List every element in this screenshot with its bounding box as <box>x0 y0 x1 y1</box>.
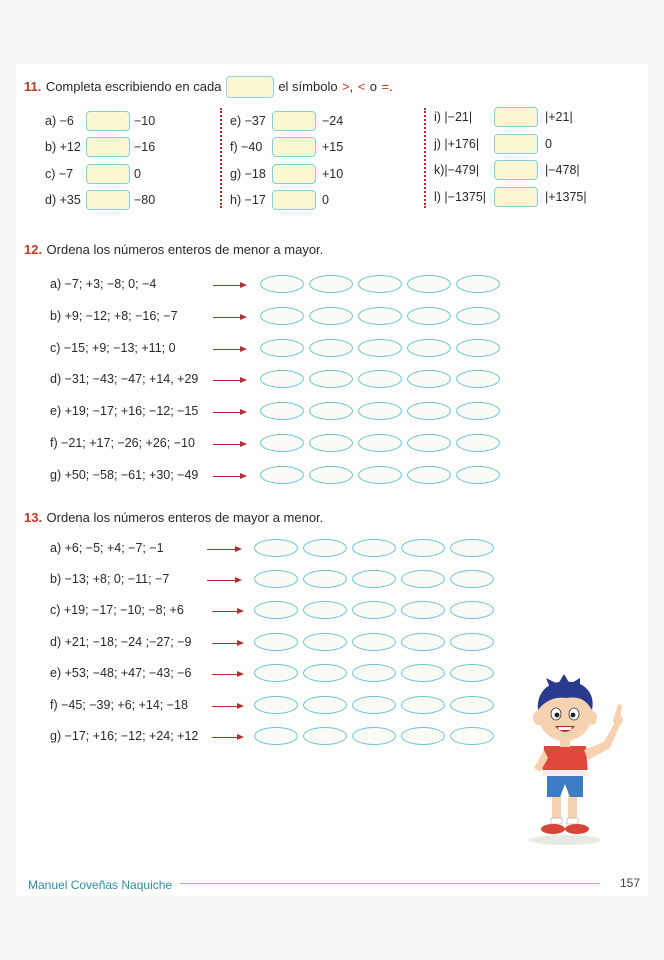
q13-e-oval-4[interactable] <box>401 664 445 682</box>
q11-a-answer-box[interactable] <box>86 111 130 131</box>
q13-a-oval-2[interactable] <box>303 539 347 557</box>
q13-row-d-label: d) +21; −18; −24 ;−27; −9 <box>50 635 192 649</box>
q12-d-oval-3[interactable] <box>358 370 402 388</box>
q11-e-right: −24 <box>322 114 344 128</box>
q12-b-oval-4[interactable] <box>407 307 451 325</box>
q11-c-right: 0 <box>134 167 141 181</box>
q11-l-answer-box[interactable] <box>494 187 538 207</box>
q12-a-oval-3[interactable] <box>358 275 402 293</box>
q11-d-right: −80 <box>134 193 156 207</box>
q12-e-oval-1[interactable] <box>260 402 304 420</box>
q13-b-oval-3[interactable] <box>352 570 396 588</box>
cartoon-boy-illustration <box>520 672 630 847</box>
q13-row-b-label: b) −13; +8; 0; −11; −7 <box>50 572 170 586</box>
q12-f-oval-3[interactable] <box>358 434 402 452</box>
arrow-icon <box>212 611 242 612</box>
q11-a-left: a) −6 <box>45 114 74 128</box>
q12-b-oval-1[interactable] <box>260 307 304 325</box>
q13-c-oval-1[interactable] <box>254 601 298 619</box>
arrow-icon <box>213 444 245 445</box>
q13-e-oval-1[interactable] <box>254 664 298 682</box>
arrow-icon <box>213 317 245 318</box>
q13-b-oval-2[interactable] <box>303 570 347 588</box>
q12-a-oval-4[interactable] <box>407 275 451 293</box>
q13-f-oval-1[interactable] <box>254 696 298 714</box>
q13-e-oval-3[interactable] <box>352 664 396 682</box>
arrow-icon <box>213 285 245 286</box>
q11-heading: 11. Completa escribiendo en cada el símbolo >, < o =. <box>24 76 393 98</box>
q13-b-oval-4[interactable] <box>401 570 445 588</box>
q12-g-oval-4[interactable] <box>407 466 451 484</box>
q11-j-answer-box[interactable] <box>494 134 538 154</box>
q12-g-oval-2[interactable] <box>309 466 353 484</box>
q12-f-oval-5[interactable] <box>456 434 500 452</box>
q11-text-after: el símbolo <box>278 79 338 95</box>
q11-b-left: b) +12 <box>45 140 81 154</box>
q13-row-e-label: e) +53; −48; +47; −43; −6 <box>50 666 192 680</box>
q12-row-e-label: e) +19; −17; +16; −12; −15 <box>50 404 199 418</box>
q12-row-g-label: g) +50; −58; −61; +30; −49 <box>50 468 199 482</box>
arrow-icon <box>212 674 242 675</box>
q12-b-oval-5[interactable] <box>456 307 500 325</box>
q11-number: 11. <box>24 79 42 95</box>
q13-b-oval-1[interactable] <box>254 570 298 588</box>
q12-f-oval-2[interactable] <box>309 434 353 452</box>
q12-f-oval-4[interactable] <box>407 434 451 452</box>
q13-a-oval-4[interactable] <box>401 539 445 557</box>
q12-c-oval-3[interactable] <box>358 339 402 357</box>
q11-g-left: g) −18 <box>230 167 266 181</box>
q12-e-oval-4[interactable] <box>407 402 451 420</box>
q12-e-oval-5[interactable] <box>456 402 500 420</box>
footer-author: Manuel Coveñas Naquiche <box>28 878 173 892</box>
q13-e-oval-5[interactable] <box>450 664 494 682</box>
q12-b-oval-3[interactable] <box>358 307 402 325</box>
q11-b-right: −16 <box>134 140 156 154</box>
footer-divider <box>180 883 600 884</box>
q11-sym-lt: < <box>357 79 366 95</box>
q13-text: Ordena los números enteros de mayor a menor. <box>46 510 324 525</box>
q13-c-oval-3[interactable] <box>352 601 396 619</box>
q12-row-c-label: c) −15; +9; −13; +11; 0 <box>50 341 176 355</box>
q11-word-o: o <box>369 79 377 95</box>
q12-c-oval-1[interactable] <box>260 339 304 357</box>
q12-a-oval-5[interactable] <box>456 275 500 293</box>
q11-h-left: h) −17 <box>230 193 266 207</box>
q13-g-oval-2[interactable] <box>303 727 347 745</box>
q13-g-oval-4[interactable] <box>401 727 445 745</box>
q11-k-right: |−478| <box>545 163 580 177</box>
arrow-icon <box>213 476 245 477</box>
q11-l-right: |+1375| <box>545 190 587 204</box>
q12-g-oval-3[interactable] <box>358 466 402 484</box>
q11-c-answer-box[interactable] <box>86 164 130 184</box>
arrow-icon <box>207 549 240 550</box>
q13-c-oval-4[interactable] <box>401 601 445 619</box>
column-divider <box>220 108 222 208</box>
q11-f-right: +15 <box>322 140 344 154</box>
q11-i-left: i) |−21| <box>434 110 473 124</box>
q11-h-right: 0 <box>322 193 329 207</box>
q13-row-g-label: g) −17; +16; −12; +24; +12 <box>50 729 199 743</box>
q12-c-oval-2[interactable] <box>309 339 353 357</box>
q12-g-oval-1[interactable] <box>260 466 304 484</box>
q11-sym-gt: > <box>342 79 350 95</box>
q13-d-oval-2[interactable] <box>303 633 347 651</box>
q11-j-left: j) |+176| <box>434 137 480 151</box>
q11-g-right: +10 <box>322 167 344 181</box>
q12-row-b-label: b) +9; −12; +8; −16; −7 <box>50 309 178 323</box>
arrow-icon <box>213 412 245 413</box>
q11-b-answer-box[interactable] <box>86 137 130 157</box>
q13-f-oval-2[interactable] <box>303 696 347 714</box>
q12-e-oval-3[interactable] <box>358 402 402 420</box>
q11-d-answer-box[interactable] <box>86 190 130 210</box>
q13-heading <box>24 509 323 527</box>
q11-e-left: e) −37 <box>230 114 266 128</box>
q12-text: Ordena los números enteros de menor a mayor. <box>46 242 324 257</box>
page-number: 157 <box>620 876 641 890</box>
q12-e-oval-2[interactable] <box>309 402 353 420</box>
q12-c-oval-5[interactable] <box>456 339 500 357</box>
q12-d-oval-4[interactable] <box>407 370 451 388</box>
q13-g-oval-3[interactable] <box>352 727 396 745</box>
q11-i-right: |+21| <box>545 110 573 124</box>
q12-g-oval-5[interactable] <box>456 466 500 484</box>
q12-d-oval-1[interactable] <box>260 370 304 388</box>
arrow-icon <box>207 580 240 581</box>
q11-c-left: c) −7 <box>45 167 74 181</box>
q12-b-oval-2[interactable] <box>309 307 353 325</box>
q13-b-oval-5[interactable] <box>450 570 494 588</box>
q13-d-oval-4[interactable] <box>401 633 445 651</box>
q12-d-oval-5[interactable] <box>456 370 500 388</box>
q11-g-answer-box[interactable] <box>272 164 316 184</box>
q11-k-left: k)|−479| <box>434 163 480 177</box>
q12-row-d-label: d) −31; −43; −47; +14, +29 <box>50 372 199 386</box>
q11-h-answer-box[interactable] <box>272 190 316 210</box>
q11-sym-eq: = <box>381 79 390 95</box>
q11-f-left: f) −40 <box>230 140 263 154</box>
arrow-icon <box>213 380 245 381</box>
arrow-icon <box>212 737 242 738</box>
q13-a-oval-1[interactable] <box>254 539 298 557</box>
q13-d-oval-1[interactable] <box>254 633 298 651</box>
q12-c-oval-4[interactable] <box>407 339 451 357</box>
q12-number: 12. <box>24 242 43 257</box>
q11-f-answer-box[interactable] <box>272 137 316 157</box>
column-divider <box>424 108 426 208</box>
q13-a-oval-5[interactable] <box>450 539 494 557</box>
q12-heading <box>24 241 323 259</box>
q13-c-oval-2[interactable] <box>303 601 347 619</box>
q11-i-answer-box[interactable] <box>494 107 538 127</box>
q11-k-answer-box[interactable] <box>494 160 538 180</box>
q11-l-left: l) |−1375| <box>434 190 487 204</box>
q13-c-oval-5[interactable] <box>450 601 494 619</box>
q12-a-oval-1[interactable] <box>260 275 304 293</box>
q13-f-oval-5[interactable] <box>450 696 494 714</box>
q13-f-oval-4[interactable] <box>401 696 445 714</box>
q13-f-oval-3[interactable] <box>352 696 396 714</box>
q11-e-answer-box[interactable] <box>272 111 316 131</box>
q13-g-oval-1[interactable] <box>254 727 298 745</box>
q13-e-oval-2[interactable] <box>303 664 347 682</box>
q13-number: 13. <box>24 510 43 525</box>
arrow-icon <box>212 643 242 644</box>
q13-g-oval-5[interactable] <box>450 727 494 745</box>
q11-a-right: −10 <box>134 114 156 128</box>
q11-j-right: 0 <box>545 137 552 151</box>
q12-d-oval-2[interactable] <box>309 370 353 388</box>
q13-a-oval-3[interactable] <box>352 539 396 557</box>
q12-a-oval-2[interactable] <box>309 275 353 293</box>
q13-row-a-label: a) +6; −5; +4; −7; −1 <box>50 541 164 555</box>
q11-example-box <box>226 76 274 98</box>
q13-row-f-label: f) −45; −39; +6; +14; −18 <box>50 698 188 712</box>
q13-row-c-label: c) +19; −17; −10; −8; +6 <box>50 603 184 617</box>
q13-d-oval-3[interactable] <box>352 633 396 651</box>
q12-row-a-label: a) −7; +3; −8; 0; −4 <box>50 277 157 291</box>
q11-d-left: d) +35 <box>45 193 81 207</box>
arrow-icon <box>212 706 242 707</box>
q12-f-oval-1[interactable] <box>260 434 304 452</box>
q12-row-f-label: f) −21; +17; −26; +26; −10 <box>50 436 195 450</box>
arrow-icon <box>213 349 245 350</box>
q11-text-before: Completa escribiendo en cada <box>45 79 222 95</box>
q13-d-oval-5[interactable] <box>450 633 494 651</box>
